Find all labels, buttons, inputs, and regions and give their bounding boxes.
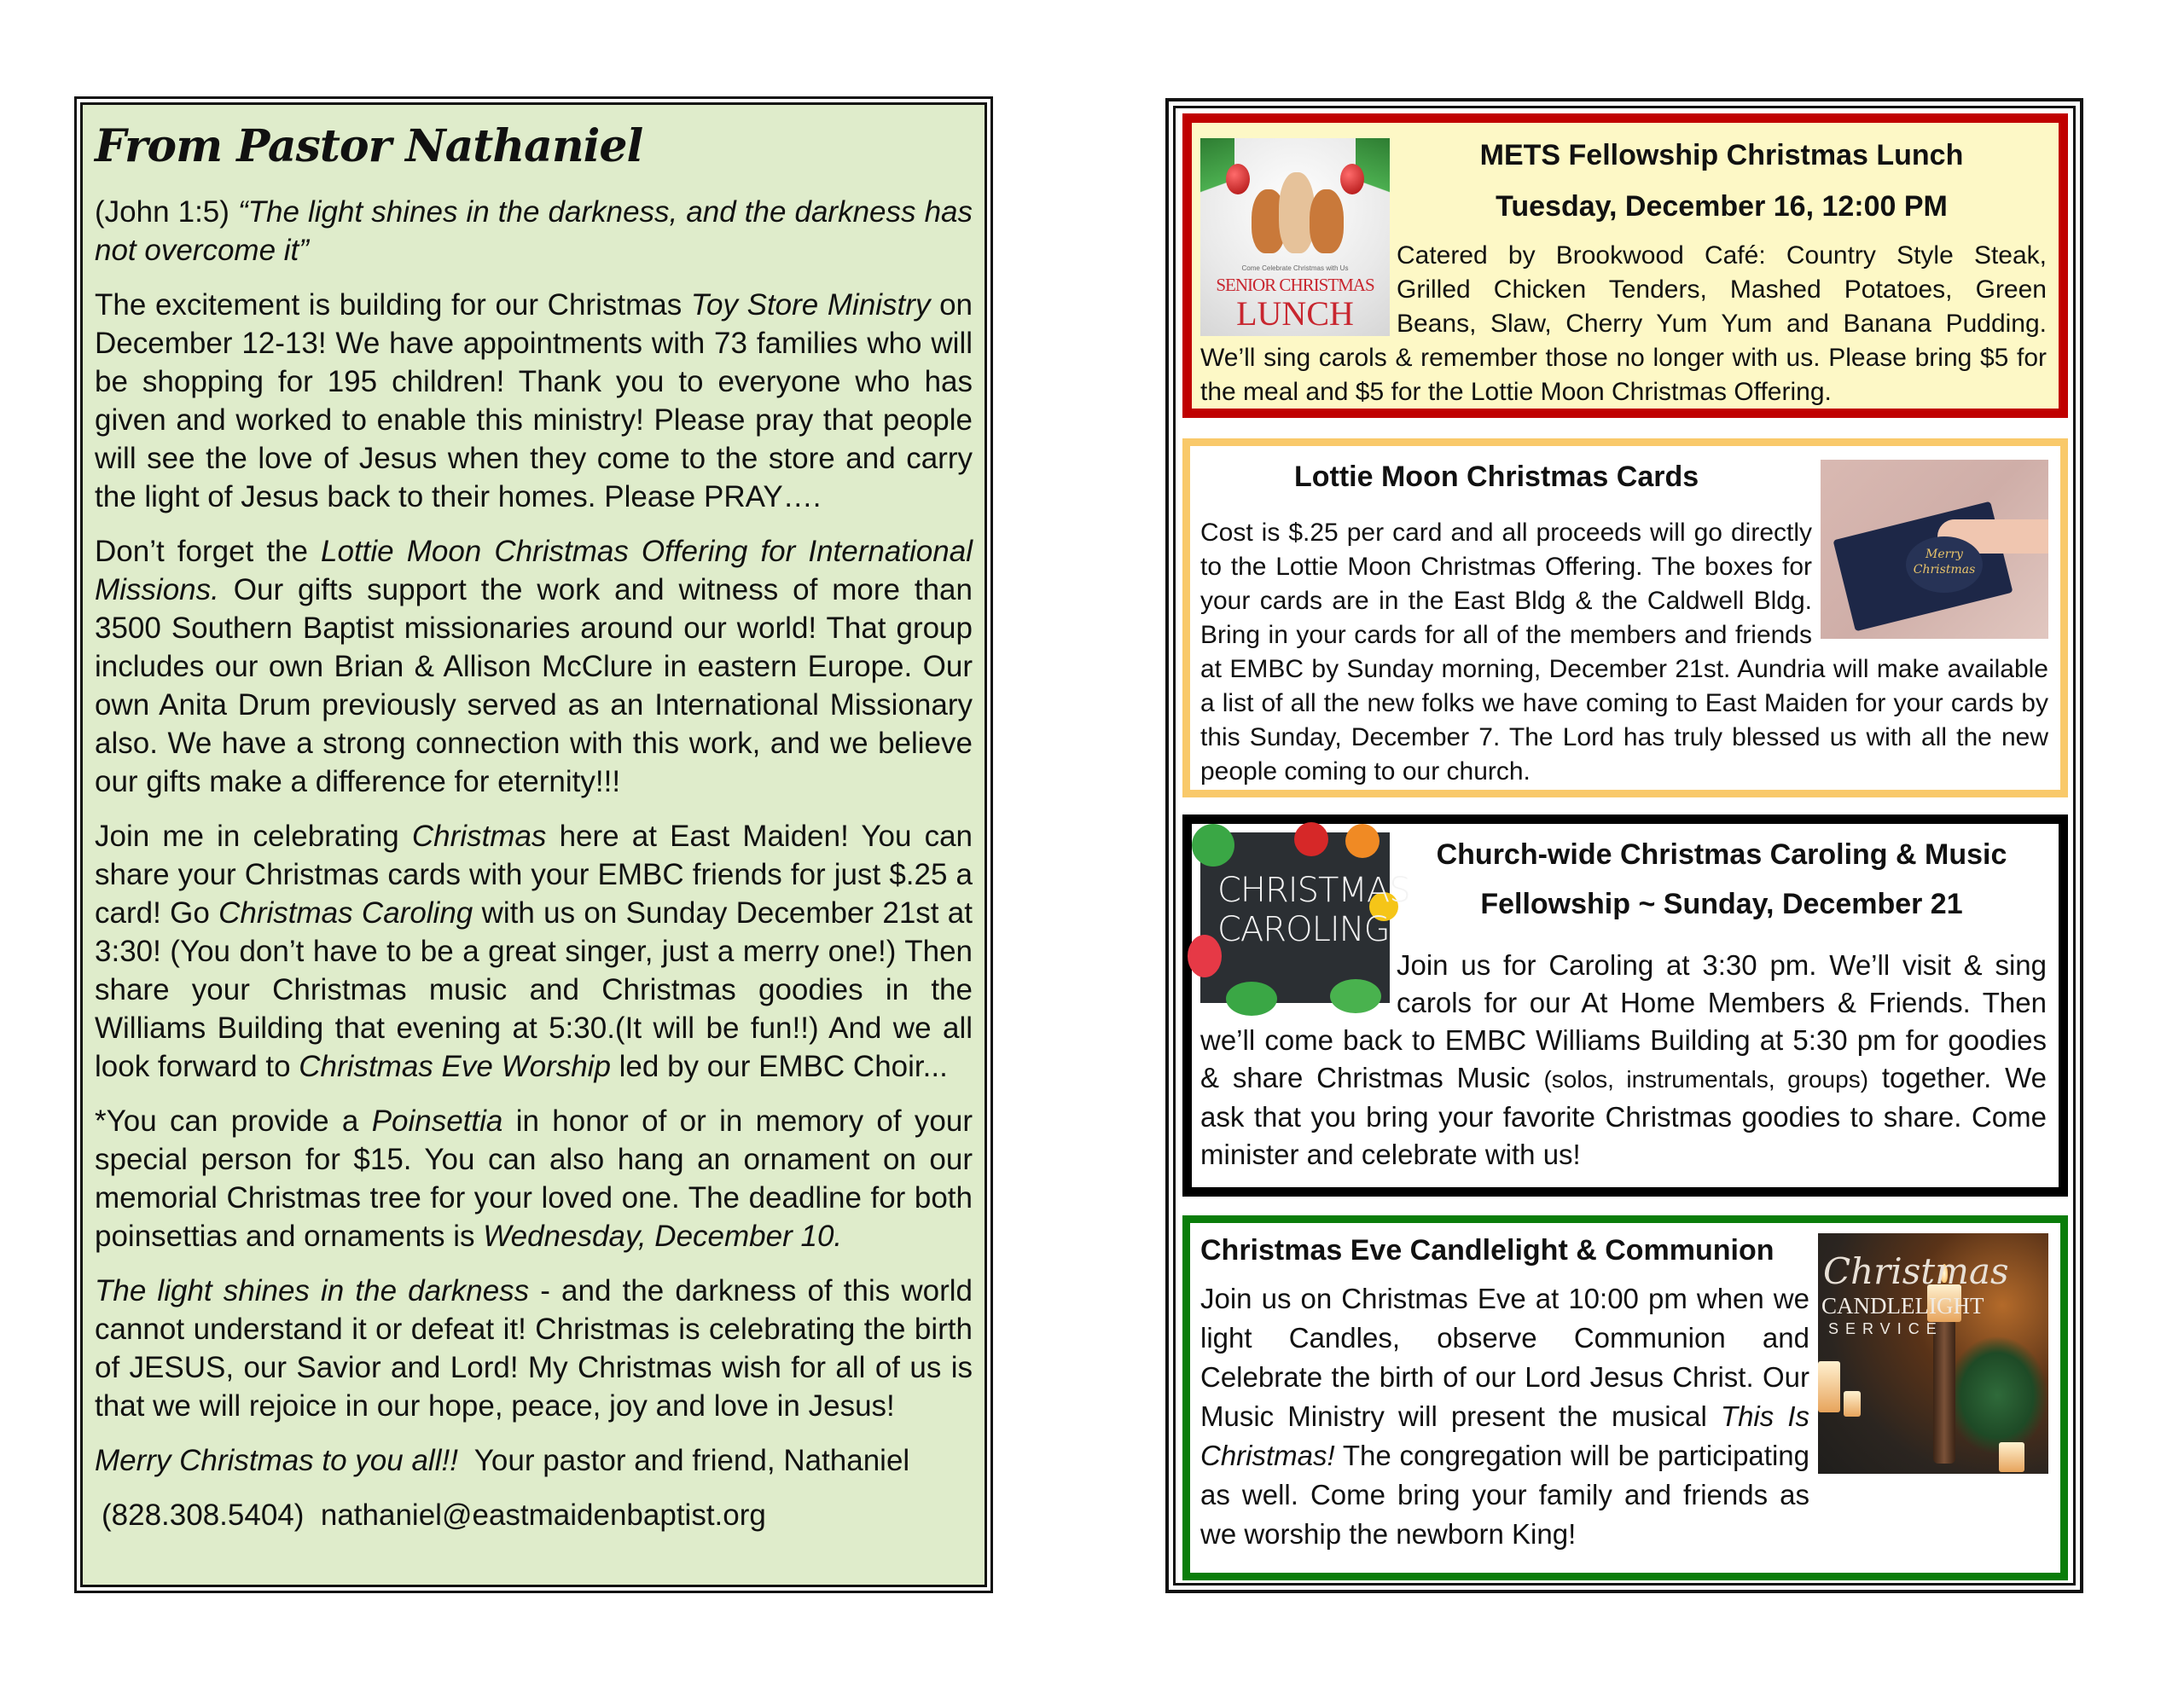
emphasis: The light shines in the darkness [95,1274,530,1308]
text: here at East Maiden! You can share your Christmas cards with your EMBC friends for just $.25 a card! Go [95,820,973,930]
text: Join me in celebrating [95,820,412,854]
emphasis: Christmas Caroling [218,896,473,930]
image-caption: SERVICE [1828,1320,1943,1337]
decoration-icon [1294,822,1328,856]
image-caption: CANDLELIGHT [1821,1293,1984,1319]
text: *You can provide a [95,1104,372,1139]
christmas-events-paragraph [95,817,973,1086]
pastor-letter-title: From Pastor Nathaniel [95,120,643,172]
card-badge-text: Merry Christmas [1906,536,1983,593]
text: (solos, instrumentals, groups) [1543,1066,1869,1093]
emphasis: Lottie Moon Christmas Offering for International Missions. [95,535,973,607]
caroling-title: Church-wide Christmas Caroling & Music [1436,838,2007,871]
contact-phone: (828.308.5404) [102,1499,305,1533]
text: on December 12-13! We have appointments with 73 families who will be shopping for 195 children! Thank you to everyone who has given and worked to enable this ministry! Please pray that people will see the love of Jesus when they come to the store and carry the light of Jesus back to their homes. Please PRAY…. [95,288,973,514]
signoff-signature: Your pastor and friend, Nathaniel [457,1444,910,1478]
text: The excitement is building for our Christmas [95,288,691,322]
light-shines-paragraph [95,1272,973,1425]
text: led by our EMBC Choir... [610,1050,948,1084]
text: in honor of or in memory of your special person for $15. You can also hang an ornament on our memorial Christmas tree for your loved one. The deadline for both poinsettias and ornaments is [95,1104,973,1254]
decoration-icon [1345,824,1380,858]
text: with us on Sunday December 21st at 3:30! (You don’t have to be a great singer, just a merry one!) Then share your Christmas music and Christmas goodies in the Williams Building that evening at 5:30.(It will be fun!!) And we all look forward to [95,896,973,1084]
text: Our gifts support the work and witness of more than 3500 Southern Baptist missionaries around our world! That group includes our own Brian & Allison McClure in eastern Europe. Our own Anita Drum previously served as an International Missionary also. We have a strong connection with this work, and we believe our gifts make a difference for eternity!!! [95,573,973,799]
christmas-caroling-image [1200,832,1410,1003]
candle-icon [1999,1442,2024,1472]
candlelight-box [1182,1215,2068,1580]
ornament-icon [1226,164,1250,194]
caroling-box [1182,815,2068,1197]
verse-reference: (John 1:5) [95,195,238,229]
pastor-letter-body [80,102,987,1587]
mets-lunch-box [1182,113,2068,418]
musical-title: This Is Christmas! [1200,1400,1809,1471]
text: Don’t forget the [95,535,322,569]
christmas-card-image [1821,460,2048,639]
christmas-cards-title: Lottie Moon Christmas Cards [1294,461,1699,493]
pine-decoration [1946,1336,2048,1455]
emphasis: Toy Store Ministry [690,288,931,322]
image-caption: LUNCH [1236,294,1354,333]
toy-store-paragraph [95,286,973,516]
decoration-icon [1226,982,1277,1016]
caroling-subtitle: Fellowship ~ Sunday, December 21 [1480,888,1963,920]
verse-paragraph [95,193,973,270]
contact-email[interactable]: nathaniel@eastmaidenbaptist.org [320,1499,766,1533]
candlestick-icon [1933,1319,1955,1464]
image-caption: Come Celebrate Christmas with Us [1241,264,1349,272]
text: together. We ask that you bring your favorite Christmas goodies to share. Come minister and celebrate with us! [1200,1062,2047,1170]
poinsettia-paragraph [95,1102,973,1255]
lottie-moon-paragraph [95,532,973,801]
text: - and the darkness of this world cannot understand it or defeat it! Christmas is celebrating the birth of JESUS, our Savior and Lord! My Christmas wish for all of us is that we will rejoice in our hope, peace, joy and love in Jesus! [95,1274,973,1423]
mets-lunch-datetime: Tuesday, December 16, 12:00 PM [1496,190,1948,223]
image-caption [1217,871,1410,949]
mets-lunch-title: METS Fellowship Christmas Lunch [1479,139,1964,171]
ornament-icon [1188,935,1222,977]
verse-quote: “The light shines in the darkness, and the darkness has not overcome it” [95,195,973,268]
signoff [95,1441,973,1480]
decoration-icon [1192,824,1234,867]
contact-line [102,1496,973,1534]
mets-lunch-description: Catered by Brookwood Café: Country Style Steak, Grilled Chicken Tenders, Mashed Potatoes, Green Beans, Slaw, Cherry Yum Yum and Banana Pudding. We’ll sing carols & remember those no longer with us. Please bring $5 for the meal and $5 for the Lottie Moon Christmas Offering. [1200,241,2047,406]
image-caption: SENIOR CHRISTMAS [1216,275,1374,295]
candle-icon [1818,1361,1840,1412]
emphasis: Christmas Eve Worship [299,1050,611,1084]
image-caption: Christmas [1823,1250,2009,1292]
christmas-cards-description: Cost is $.25 per card and all proceeds will go directly to the Lottie Moon Christmas Offering. The boxes for your cards are in the East Bldg & the Caldwell Bldg. Bring in your cards for all of the members and friends at EMBC by Sunday morning, December 21st. Aundria will make available a list of all the new folks we have coming to East Maiden for your cards by this Sunday, December 7. The Lord has truly blessed us with all the new people coming to our church. [1200,519,2048,786]
text: Join us for Caroling at 3:30 pm. We’ll visit & sing carols for our At Home Members & Friends. Then we’ll come back to EMBC Williams Building at 5:30 pm for goodies & share Christmas Music [1200,949,2047,1093]
text: The congregation will be participating as well. Come bring your family and friends as we worship the newborn King! [1200,1440,1809,1550]
image-caption-line: CAROLING [1217,910,1390,949]
signoff-greeting: Merry Christmas to you all!! [95,1444,458,1478]
senior-christmas-lunch-image [1200,138,1390,336]
christmas-cards-box [1182,438,2068,797]
text: Join us on Christmas Eve at 10:00 pm when we light Candles, observe Communion and Celebrate the birth of our Lord Jesus Christ. Our Music Ministry will present the musical [1200,1283,1809,1432]
emphasis: Christmas [411,820,547,854]
candlelight-service-image [1818,1233,2048,1474]
deadline-date: Wednesday, December 10. [483,1220,843,1254]
pastor-letter-panel [74,96,993,1593]
candlelight-title: Christmas Eve Candlelight & Communion [1200,1234,1774,1267]
candle-icon [1844,1391,1861,1417]
ornament-icon [1340,164,1364,194]
emphasis: Poinsettia [371,1104,503,1139]
decoration-icon [1330,979,1381,1013]
image-caption-line: CHRISTMAS [1217,871,1410,910]
reindeer-icon [1310,189,1344,253]
